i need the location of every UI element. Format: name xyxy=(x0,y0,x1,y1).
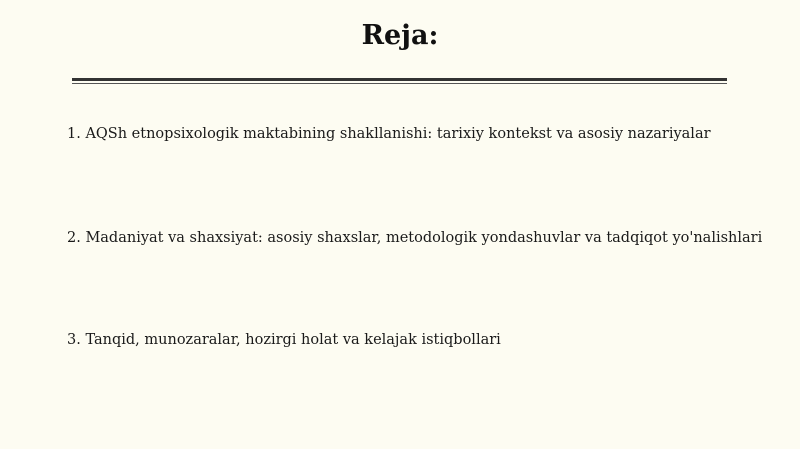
title-divider-thick xyxy=(72,78,727,81)
plan-item-2: 2. Madaniyat va shaxsiyat: asosiy shaxslar, metodologik yondashuvlar va tadqiqot yo'nalishlari xyxy=(67,230,763,246)
plan-item-3: 3. Tanqid, munozaralar, hozirgi holat va kelajak istiqbollari xyxy=(67,332,501,348)
title-divider-thin xyxy=(72,83,727,84)
slide-title: Reja: xyxy=(361,20,439,51)
plan-item-1: 1. AQSh etnopsixologik maktabining shakllanishi: tarixiy kontekst va asosiy nazariyalar xyxy=(67,126,711,142)
